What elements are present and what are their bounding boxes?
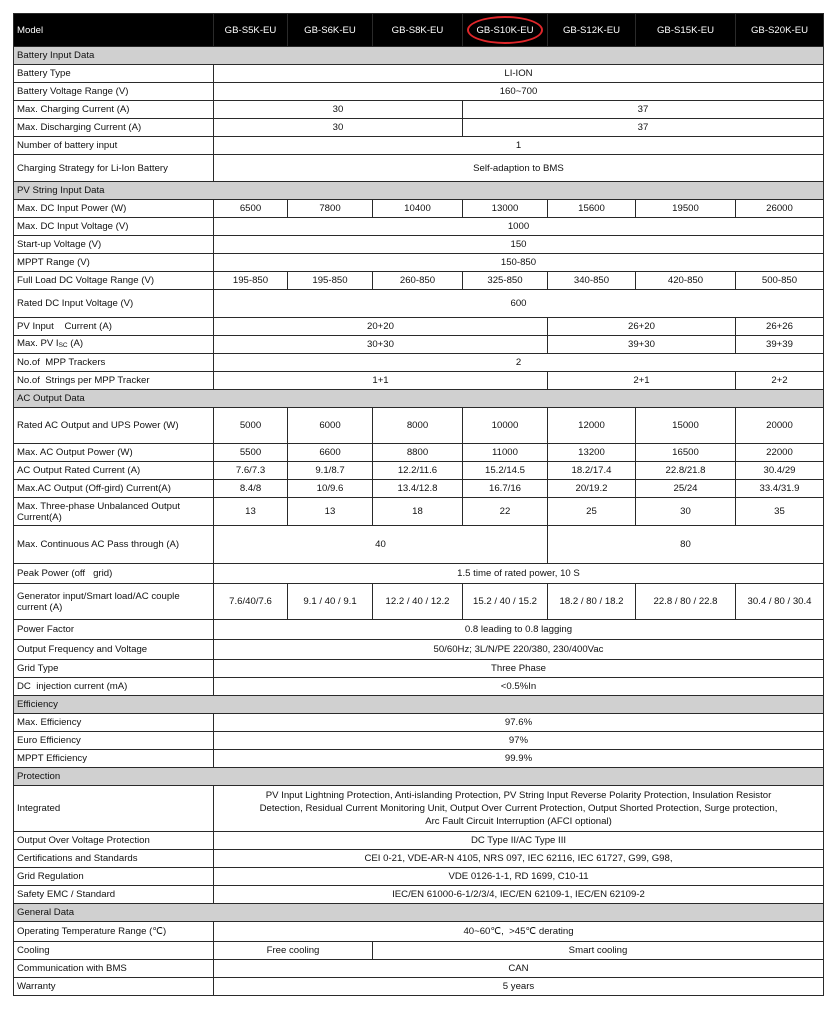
cell-value: 40 <box>214 526 548 564</box>
table-row <box>14 732 824 750</box>
cell-value: 2 <box>214 354 824 372</box>
table-row <box>14 408 824 444</box>
row-label: Full Load DC Voltage Range (V) <box>14 272 214 290</box>
model-gb-s10k-label: GB-S10K-EU <box>476 24 534 36</box>
cell-value: 30+30 <box>214 336 548 354</box>
cell-value: Smart cooling <box>373 942 824 960</box>
cell-value: 2+1 <box>548 372 736 390</box>
table-row <box>14 850 824 868</box>
table-row <box>14 83 824 101</box>
cell-value: 20+20 <box>214 318 548 336</box>
cell-value: 30 <box>214 101 463 119</box>
row-label: Operating Temperature Range (℃) <box>14 922 214 942</box>
cell-value: 12000 <box>548 408 636 444</box>
model-gb-s6k: GB-S6K-EU <box>288 14 373 47</box>
row-label: No.of Strings per MPP Tracker <box>14 372 214 390</box>
table-row <box>14 462 824 480</box>
table-row <box>14 254 824 272</box>
cell-value: 0.8 leading to 0.8 lagging <box>214 620 824 640</box>
table-row <box>14 372 824 390</box>
cell-value: 26+20 <box>548 318 736 336</box>
table-row <box>14 750 824 768</box>
table-row <box>14 978 824 996</box>
cell-value: CAN <box>214 960 824 978</box>
cell-value: 26+26 <box>736 318 824 336</box>
integrated-line: Arc Fault Circuit Interruption (AFCI optional) <box>425 816 612 827</box>
cell-value: 5500 <box>214 444 288 462</box>
cell-value: 1.5 time of rated power, 10 S <box>214 564 824 584</box>
header-row <box>14 14 824 47</box>
cell-value: 22 <box>463 498 548 526</box>
row-label: No.of MPP Trackers <box>14 354 214 372</box>
cell-value: 5000 <box>214 408 288 444</box>
cell-value: 50/60Hz; 3L/N/PE 220/380, 230/400Vac <box>214 640 824 660</box>
table-row <box>14 868 824 886</box>
row-label: Charging Strategy for Li-Ion Battery <box>14 155 214 182</box>
cell-value: 37 <box>463 119 824 137</box>
table-row <box>14 444 824 462</box>
cell-value: 6000 <box>288 408 373 444</box>
integrated-protections <box>214 786 824 832</box>
row-label: Number of battery input <box>14 137 214 155</box>
table-row <box>14 218 824 236</box>
cell-value: 97.6% <box>214 714 824 732</box>
cell-value: 10400 <box>373 200 463 218</box>
section-pv: PV String Input Data <box>14 182 824 200</box>
table-row <box>14 786 824 832</box>
row-label: Integrated <box>14 786 214 832</box>
row-label: Peak Power (off grid) <box>14 564 214 584</box>
table-row <box>14 272 824 290</box>
model-gb-s5k: GB-S5K-EU <box>214 14 288 47</box>
cell-value: <0.5%In <box>214 678 824 696</box>
row-label: Warranty <box>14 978 214 996</box>
cell-value: 39+39 <box>736 336 824 354</box>
cell-value: 8800 <box>373 444 463 462</box>
row-label: Max. DC Input Power (W) <box>14 200 214 218</box>
cell-value: 25 <box>548 498 636 526</box>
cell-value: 20000 <box>736 408 824 444</box>
cell-value: 340-850 <box>548 272 636 290</box>
model-gb-s20k: GB-S20K-EU <box>736 14 824 47</box>
cell-value: 150 <box>214 236 824 254</box>
table-row <box>14 564 824 584</box>
row-label: Max. Efficiency <box>14 714 214 732</box>
table-row <box>14 526 824 564</box>
cell-value: 18.2 / 80 / 18.2 <box>548 584 636 620</box>
cell-value: 6500 <box>214 200 288 218</box>
cell-value: 97% <box>214 732 824 750</box>
cell-value: 18.2/17.4 <box>548 462 636 480</box>
section-row <box>14 768 824 786</box>
table-row <box>14 660 824 678</box>
cell-value: 15000 <box>636 408 736 444</box>
row-label: PV Input Current (A) <box>14 318 214 336</box>
row-label: Max. Charging Current (A) <box>14 101 214 119</box>
row-label: Max. Continuous AC Pass through (A) <box>14 526 214 564</box>
highlight-circle <box>467 16 543 44</box>
cell-value: 7.6/7.3 <box>214 462 288 480</box>
row-label: Max. DC Input Voltage (V) <box>14 218 214 236</box>
table-row <box>14 886 824 904</box>
section-row <box>14 390 824 408</box>
cell-value: 19500 <box>636 200 736 218</box>
isc-label: Max. PV I <box>17 338 59 349</box>
cell-value: CEI 0-21, VDE-AR-N 4105, NRS 097, IEC 62116, IEC 61727, G99, G98, <box>214 850 824 868</box>
row-label: DC injection current (mA) <box>14 678 214 696</box>
cell-value: 33.4/31.9 <box>736 480 824 498</box>
model-label: Model <box>14 14 214 47</box>
row-label: Rated AC Output and UPS Power (W) <box>14 408 214 444</box>
row-label: Max.AC Output (Off-gird) Current(A) <box>14 480 214 498</box>
table-row <box>14 714 824 732</box>
table-row <box>14 640 824 660</box>
cell-value: 40~60℃, >45℃ derating <box>214 922 824 942</box>
cell-value: 2+2 <box>736 372 824 390</box>
cell-value: 37 <box>463 101 824 119</box>
row-label: Safety EMC / Standard <box>14 886 214 904</box>
section-ac: AC Output Data <box>14 390 824 408</box>
cell-value: 35 <box>736 498 824 526</box>
cell-value: 600 <box>214 290 824 318</box>
section-row <box>14 904 824 922</box>
row-label: Max. AC Output Power (W) <box>14 444 214 462</box>
cell-value: 8.4/8 <box>214 480 288 498</box>
section-efficiency: Efficiency <box>14 696 824 714</box>
cell-value: 16.7/16 <box>463 480 548 498</box>
cell-value: 260-850 <box>373 272 463 290</box>
cell-value: 420-850 <box>636 272 736 290</box>
cell-value: 15600 <box>548 200 636 218</box>
row-label: Grid Regulation <box>14 868 214 886</box>
row-label: Battery Voltage Range (V) <box>14 83 214 101</box>
cell-value: 26000 <box>736 200 824 218</box>
cell-value: 13 <box>214 498 288 526</box>
cell-value: 22000 <box>736 444 824 462</box>
cell-value: 10000 <box>463 408 548 444</box>
cell-value: 13.4/12.8 <box>373 480 463 498</box>
row-label: Battery Type <box>14 65 214 83</box>
table-row <box>14 236 824 254</box>
cell-value: 99.9% <box>214 750 824 768</box>
cell-value: 150-850 <box>214 254 824 272</box>
spec-table <box>13 13 824 996</box>
table-row <box>14 922 824 942</box>
cell-value: 30.4 / 80 / 30.4 <box>736 584 824 620</box>
cell-value: 30 <box>636 498 736 526</box>
cell-value: 22.8 / 80 / 22.8 <box>636 584 736 620</box>
cell-value: 6600 <box>288 444 373 462</box>
section-protection: Protection <box>14 768 824 786</box>
table-row <box>14 584 824 620</box>
row-label: Communication with BMS <box>14 960 214 978</box>
cell-value: VDE 0126-1-1, RD 1699, C10-11 <box>214 868 824 886</box>
row-label: AC Output Rated Current (A) <box>14 462 214 480</box>
cell-value: 1+1 <box>214 372 548 390</box>
cell-value: 8000 <box>373 408 463 444</box>
section-row <box>14 696 824 714</box>
cell-value: 13 <box>288 498 373 526</box>
cell-value: 18 <box>373 498 463 526</box>
section-battery: Battery Input Data <box>14 47 824 65</box>
table-row <box>14 960 824 978</box>
table-row <box>14 318 824 336</box>
table-row <box>14 832 824 850</box>
row-label: Output Over Voltage Protection <box>14 832 214 850</box>
cell-value: 9.1 / 40 / 9.1 <box>288 584 373 620</box>
cell-value: 20/19.2 <box>548 480 636 498</box>
cell-value: Free cooling <box>214 942 373 960</box>
cell-value: 5 years <box>214 978 824 996</box>
cell-value: 30 <box>214 119 463 137</box>
table-row <box>14 290 824 318</box>
cell-value: Three Phase <box>214 660 824 678</box>
row-label: Start-up Voltage (V) <box>14 236 214 254</box>
cell-value: 325-850 <box>463 272 548 290</box>
cell-value: 10/9.6 <box>288 480 373 498</box>
table-row <box>14 119 824 137</box>
section-row <box>14 182 824 200</box>
row-label: Euro Efficiency <box>14 732 214 750</box>
row-label: MPPT Range (V) <box>14 254 214 272</box>
cell-value: 7.6/40/7.6 <box>214 584 288 620</box>
cell-value: Self-adaption to BMS <box>214 155 824 182</box>
integrated-line: PV Input Lightning Protection, Anti-islanding Protection, PV String Input Reverse Polarity Protection, Insulation Resistor <box>265 790 772 801</box>
cell-value: 500-850 <box>736 272 824 290</box>
row-label: Certifications and Standards <box>14 850 214 868</box>
row-label: Generator input/Smart load/AC couple current (A) <box>14 584 214 620</box>
cell-value: 1000 <box>214 218 824 236</box>
table-row <box>14 336 824 354</box>
cell-value: 7800 <box>288 200 373 218</box>
table-row <box>14 101 824 119</box>
row-label: Cooling <box>14 942 214 960</box>
row-label: MPPT Efficiency <box>14 750 214 768</box>
cell-value: 39+30 <box>548 336 736 354</box>
table-row <box>14 498 824 526</box>
cell-value: 9.1/8.7 <box>288 462 373 480</box>
cell-value: 195-850 <box>288 272 373 290</box>
table-row <box>14 354 824 372</box>
cell-value: 80 <box>548 526 824 564</box>
cell-value: 160~700 <box>214 83 824 101</box>
table-row <box>14 65 824 83</box>
row-label: Grid Type <box>14 660 214 678</box>
table-row <box>14 137 824 155</box>
row-label: Rated DC Input Voltage (V) <box>14 290 214 318</box>
table-row <box>14 480 824 498</box>
integrated-line: Detection, Residual Current Monitoring Unit, Output Over Current Protection, Output Shorted Protection, Surge protection, <box>259 803 778 814</box>
table-row <box>14 155 824 182</box>
cell-value: 1 <box>214 137 824 155</box>
section-row <box>14 47 824 65</box>
cell-value: IEC/EN 61000-6-1/2/3/4, IEC/EN 62109-1, IEC/EN 62109-2 <box>214 886 824 904</box>
section-general: General Data <box>14 904 824 922</box>
cell-value: 13000 <box>463 200 548 218</box>
cell-value: 13200 <box>548 444 636 462</box>
cell-value: 195-850 <box>214 272 288 290</box>
cell-value: 25/24 <box>636 480 736 498</box>
cell-value: 12.2/11.6 <box>373 462 463 480</box>
model-gb-s12k: GB-S12K-EU <box>548 14 636 47</box>
row-label: Max. Discharging Current (A) <box>14 119 214 137</box>
cell-value: LI-ION <box>214 65 824 83</box>
cell-value: DC Type II/AC Type III <box>214 832 824 850</box>
cell-value: 15.2/14.5 <box>463 462 548 480</box>
cell-value: 12.2 / 40 / 12.2 <box>373 584 463 620</box>
isc-subscript: SC <box>58 342 68 349</box>
isc-unit: (A) <box>67 338 84 349</box>
cell-value: 22.8/21.8 <box>636 462 736 480</box>
row-label: Output Frequency and Voltage <box>14 640 214 660</box>
model-gb-s15k: GB-S15K-EU <box>636 14 736 47</box>
cell-value: 16500 <box>636 444 736 462</box>
cell-value: 30.4/29 <box>736 462 824 480</box>
model-gb-s10k <box>463 14 548 47</box>
cell-value: 15.2 / 40 / 15.2 <box>463 584 548 620</box>
table-row <box>14 200 824 218</box>
table-row <box>14 620 824 640</box>
row-label: Max. Three-phase Unbalanced Output Current(A) <box>14 498 214 526</box>
cell-value: 11000 <box>463 444 548 462</box>
table-row <box>14 942 824 960</box>
row-label: Power Factor <box>14 620 214 640</box>
row-label-isc <box>14 336 214 354</box>
model-gb-s8k: GB-S8K-EU <box>373 14 463 47</box>
table-row <box>14 678 824 696</box>
